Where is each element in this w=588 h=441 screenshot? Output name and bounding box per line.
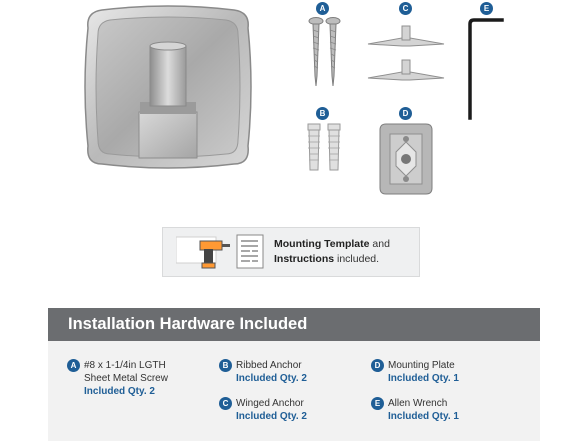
item-e xyxy=(388,397,528,423)
item-e-qty: Included Qty. 1 xyxy=(388,411,459,422)
item-c-qty: Included Qty. 2 xyxy=(236,411,307,422)
template-note-bold-2: Instructions xyxy=(274,253,335,265)
screws-image xyxy=(302,16,348,90)
label-e-badge: E xyxy=(480,2,493,15)
ribbed-anchors-image xyxy=(300,122,348,176)
label-a-badge: A xyxy=(316,2,329,15)
item-b-badge: B xyxy=(219,359,232,372)
item-a-name-line2: Sheet Metal Screw xyxy=(84,373,168,384)
template-note-bold-1: Mounting Template xyxy=(274,238,370,250)
item-e-badge: E xyxy=(371,397,384,410)
label-d-badge: D xyxy=(399,107,412,120)
item-d xyxy=(388,359,528,385)
panel-title: Installation Hardware Included xyxy=(48,308,540,341)
item-d-name: Mounting Plate xyxy=(388,360,455,371)
drill-icon xyxy=(176,233,232,269)
item-b-name: Ribbed Anchor xyxy=(236,360,302,371)
item-a-name-line1: #8 x 1-1/4in LGTH xyxy=(84,360,166,371)
item-a-qty: Included Qty. 2 xyxy=(84,386,155,397)
instructions-doc-icon xyxy=(236,234,266,270)
item-a-badge: A xyxy=(67,359,80,372)
item-c xyxy=(236,397,366,423)
robe-hook-image xyxy=(82,4,254,170)
item-d-qty: Included Qty. 1 xyxy=(388,373,459,384)
item-e-name: Allen Wrench xyxy=(388,398,448,409)
winged-anchors-image xyxy=(364,20,448,90)
item-c-badge: C xyxy=(219,397,232,410)
item-d-badge: D xyxy=(371,359,384,372)
label-c-badge: C xyxy=(399,2,412,15)
template-note-text xyxy=(274,237,414,267)
template-note-plain-2: included. xyxy=(334,253,380,265)
item-b xyxy=(236,359,366,385)
item-b-qty: Included Qty. 2 xyxy=(236,373,307,384)
template-note-plain-1: and xyxy=(369,238,390,250)
mounting-plate-image xyxy=(378,122,434,196)
label-b-badge: B xyxy=(316,107,329,120)
allen-wrench-image xyxy=(462,14,506,122)
item-c-name: Winged Anchor xyxy=(236,398,304,409)
item-a xyxy=(84,359,224,398)
